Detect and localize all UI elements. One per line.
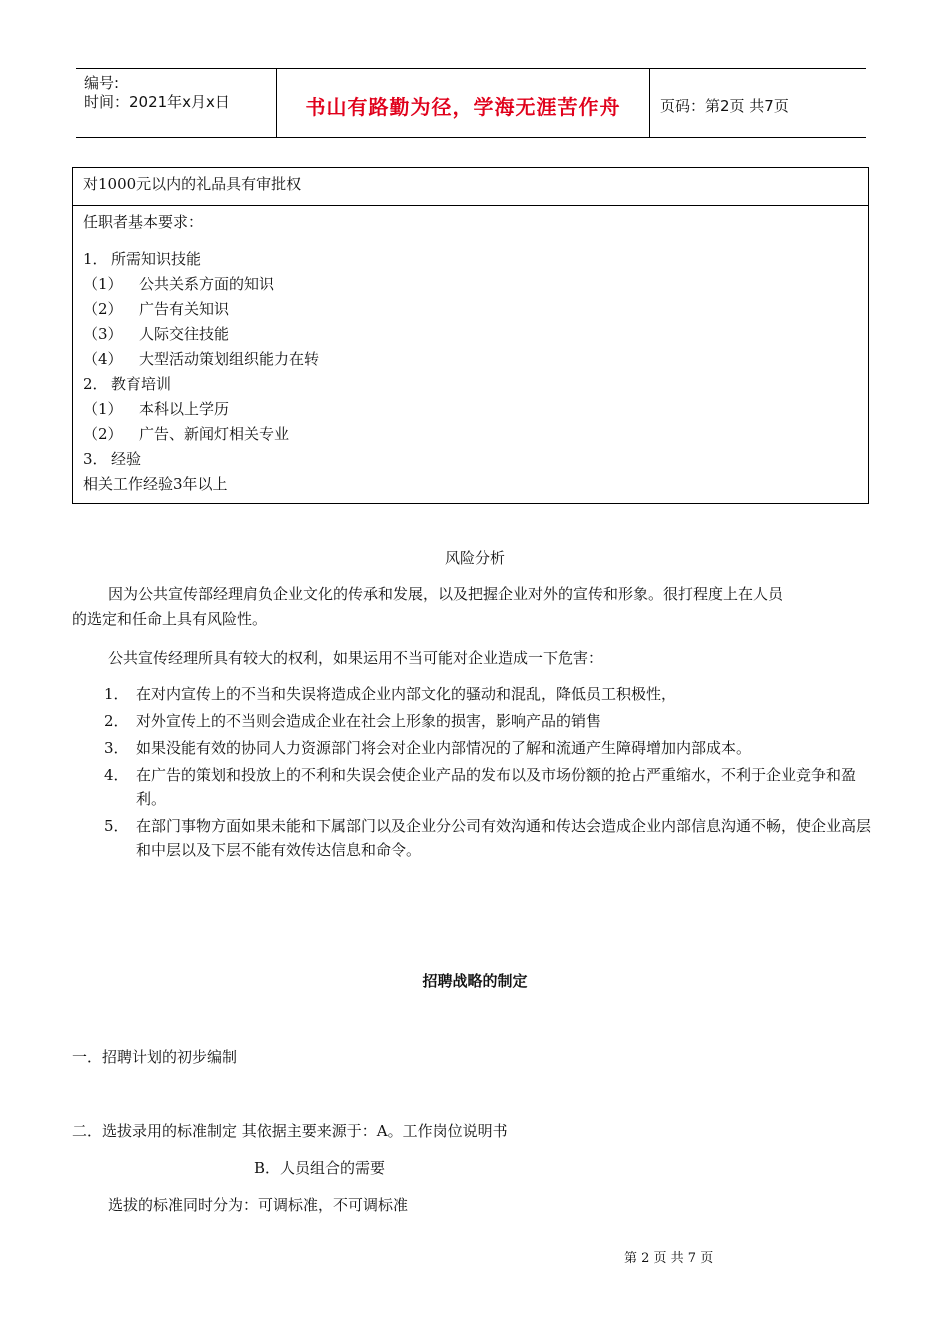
page-code: 页码：第2页 共7页 xyxy=(660,97,789,115)
requirement-item xyxy=(83,247,319,272)
risk-text: 对外宣传上的不当则会造成企业在社会上形象的损害，影响产品的销售 xyxy=(136,712,602,730)
requirement-number: （2） xyxy=(83,425,123,443)
risk-para2: 公共宣传经理所具有较大的权利，如果运用不当可能对企业造成一下危害： xyxy=(108,649,604,667)
number-label: 编号: xyxy=(84,74,120,92)
risk-number: 2． xyxy=(104,712,129,730)
risk-para1-line2: 的选定和任命上具有风险性。 xyxy=(72,610,268,628)
header-page-cell xyxy=(650,69,866,137)
requirement-item xyxy=(83,347,319,372)
time-label: 时间：2021年x月x日 xyxy=(84,93,230,111)
risk-text: 在对内宣传上的不当和失误将造成企业内部文化的骚动和混乱，降低员工积极性， xyxy=(136,685,677,703)
requirement-number: （3） xyxy=(83,325,123,343)
requirement-text: 本科以上学历 xyxy=(139,400,230,418)
requirement-text: 相关工作经验3年以上 xyxy=(83,475,228,493)
risk-item xyxy=(104,763,884,811)
risk-text: 在广告的策划和投放上的不利和失误会使企业产品的发布以及市场份额的抢占严重缩水，不利于企业竞争和盈利。 xyxy=(136,766,857,808)
requirement-item xyxy=(83,372,319,397)
requirement-number: （4） xyxy=(83,350,123,368)
requirement-item xyxy=(83,322,319,347)
requirements-list xyxy=(83,247,319,497)
risk-text: 在部门事物方面如果未能和下属部门以及企业分公司有效沟通和传达会造成企业内部信息沟通不畅，使企业高层和中层以及下层不能有效传达信息和命令。 xyxy=(136,817,872,859)
requirement-item xyxy=(83,447,319,472)
risk-number: 4． xyxy=(104,766,129,784)
page-footer: 第 2 页 共 7 页 xyxy=(624,1251,714,1266)
requirement-text: 广告、新闻灯相关专业 xyxy=(139,425,290,443)
requirement-number: 1． xyxy=(83,250,108,268)
risk-item xyxy=(104,736,884,760)
requirement-text: 公共关系方面的知识 xyxy=(139,275,275,293)
header-motto-cell xyxy=(277,69,650,137)
requirement-text: 所需知识技能 xyxy=(111,250,202,268)
approval-row xyxy=(73,168,868,206)
document-header xyxy=(76,68,866,138)
requirement-text: 广告有关知识 xyxy=(139,300,230,318)
risk-text: 如果没能有效的协同人力资源部门将会对企业内部情况的了解和流通产生障碍增加内部成本。 xyxy=(136,739,752,757)
risk-item xyxy=(104,709,884,733)
requirements-table xyxy=(72,167,869,504)
risk-para1-line1: 因为公共宣传部经理肩负企业文化的传承和发展，以及把握企业对外的宣传和形象。很打程度上在人员 xyxy=(108,585,784,603)
requirement-text: 经验 xyxy=(111,450,142,468)
requirement-number: （1） xyxy=(83,400,123,418)
requirement-item xyxy=(83,272,319,297)
requirement-text: 教育培训 xyxy=(111,375,172,393)
strategy-item1: 一．招聘计划的初步编制 xyxy=(72,1048,238,1066)
risk-title: 风险分析 xyxy=(444,549,505,567)
strategy-item3: 选拔的标准同时分为：可调标准，不可调标准 xyxy=(108,1196,409,1214)
requirement-item xyxy=(83,297,319,322)
motto: 书山有路勤为径，学海无涯苦作舟 xyxy=(305,95,621,119)
risk-list xyxy=(104,682,884,865)
requirement-number: （2） xyxy=(83,300,123,318)
requirements-title: 任职者基本要求： xyxy=(83,213,204,231)
requirement-item xyxy=(83,422,319,447)
risk-number: 3． xyxy=(104,739,129,757)
header-info-cell xyxy=(76,69,277,137)
strategy-item2: 二．选拔录用的标准制定 其依据主要来源于：A。工作岗位说明书 xyxy=(72,1122,508,1140)
requirement-number: 2． xyxy=(83,375,108,393)
requirement-number: （1） xyxy=(83,275,123,293)
strategy-title: 招聘战略的制定 xyxy=(422,972,528,990)
requirement-item xyxy=(83,472,319,497)
risk-item xyxy=(104,814,884,862)
risk-number: 1． xyxy=(104,685,129,703)
risk-item xyxy=(104,682,884,706)
requirement-number: 3． xyxy=(83,450,108,468)
requirement-text: 人际交往技能 xyxy=(139,325,230,343)
requirement-item xyxy=(83,397,319,422)
strategy-item2b: B．人员组合的需要 xyxy=(254,1159,386,1177)
requirement-text: 大型活动策划组织能力在转 xyxy=(139,350,320,368)
approval-text: 对1000元以内的礼品具有审批权 xyxy=(83,175,302,193)
risk-number: 5． xyxy=(104,817,129,835)
